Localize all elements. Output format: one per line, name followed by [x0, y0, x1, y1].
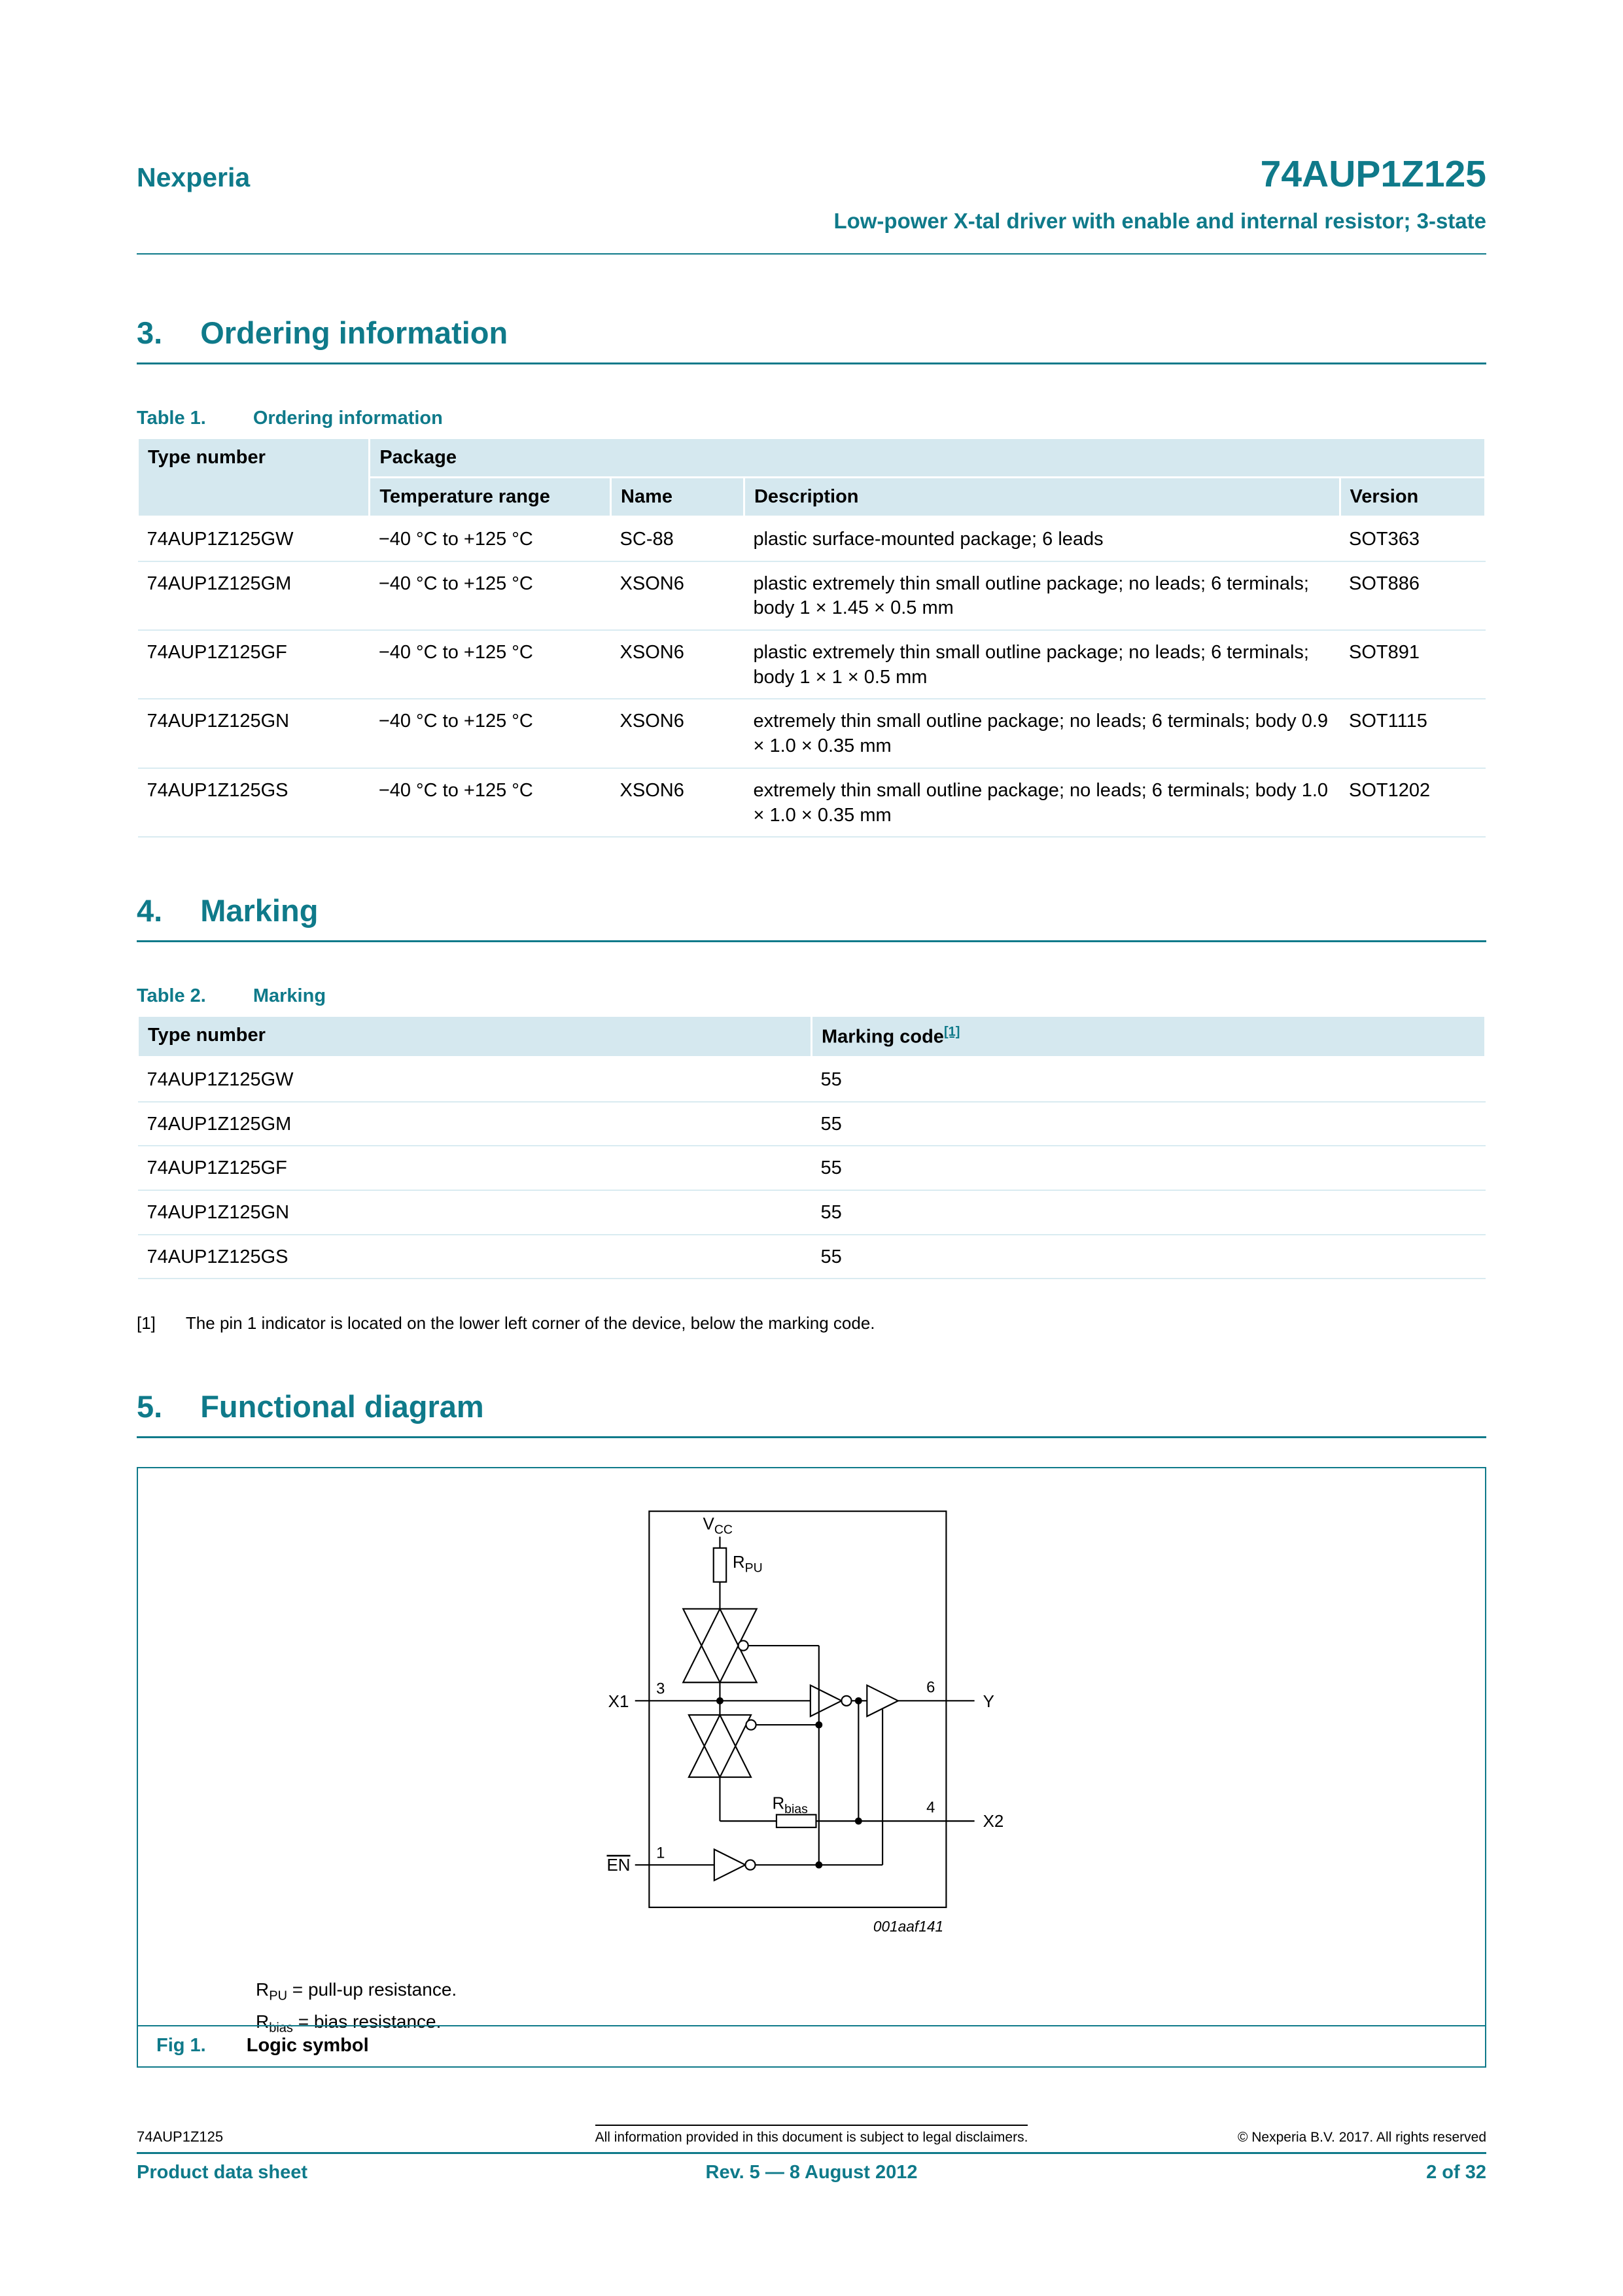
cell-type-number: 74AUP1Z125GW: [138, 517, 370, 561]
footer-page-number: 2 of 32: [1426, 2162, 1486, 2183]
marking-table-header: [138, 1016, 1486, 1057]
figure-1-caption: [138, 2025, 1485, 2066]
cell-description: plastic extremely thin small outline package; no leads; 6 terminals; body 1 × 1 × 0.5 mm: [744, 630, 1340, 699]
col-header-type-number: Type number: [138, 1016, 812, 1057]
legend-rpu-text: = pull-up resistance.: [287, 1979, 457, 2000]
table-row: [138, 1057, 1486, 1101]
col-header-package: Package: [370, 438, 1486, 478]
rpu-label: $R_{PU}$: [732, 1553, 763, 1576]
legend-rbias-sub: bias: [269, 2021, 293, 2036]
header-divider: [137, 253, 1486, 255]
document-subtitle: Low-power X-tal driver with enable and internal resistor; 3-state: [833, 209, 1486, 233]
table-row: [138, 1190, 1486, 1235]
marking-table: [137, 1015, 1486, 1279]
cell-type-number: 74AUP1Z125GN: [138, 1190, 812, 1235]
gate-2-bubble: [746, 1720, 756, 1730]
table-header-row: [138, 438, 1486, 478]
en-inverter-bubble: [745, 1860, 755, 1870]
footer-disclaimer: All information provided in this document is subject to legal disclaimers.: [595, 2125, 1028, 2146]
ic-boundary: [649, 1511, 946, 1907]
cell-type-number: 74AUP1Z125GF: [138, 630, 370, 699]
cell-type-number: 74AUP1Z125GF: [138, 1146, 812, 1190]
part-number-title: 74AUP1Z125: [1260, 153, 1486, 195]
rpu-resistor: [713, 1548, 725, 1582]
footnote-1-link[interactable]: [1]: [943, 1025, 960, 1040]
pin-1-label: 1: [655, 1844, 665, 1862]
footer-divider: [137, 2152, 1486, 2154]
footer-doc-type: Product data sheet: [137, 2162, 308, 2183]
footer-revision: Rev. 5 — 8 August 2012: [705, 2162, 918, 2183]
footer-copyright: © Nexperia B.V. 2017. All rights reserved: [1237, 2130, 1486, 2145]
table-row: [138, 768, 1486, 837]
cell-name: XSON6: [611, 699, 744, 768]
transmission-gate-2: [688, 1715, 750, 1777]
table-row: [138, 699, 1486, 768]
cell-marking-code: 55: [812, 1102, 1486, 1146]
cell-version: SOT886: [1340, 561, 1486, 630]
footnote-1: [137, 1313, 1486, 1333]
pin-6-label: 6: [926, 1678, 935, 1697]
cell-marking-code: 55: [812, 1057, 1486, 1101]
legend-rbias-symbol: R: [256, 2011, 270, 2032]
table1-caption-title: Ordering information: [253, 408, 443, 429]
page-footer: [137, 2125, 1486, 2183]
section-number: 4.: [137, 893, 163, 928]
figure-1-frame: [137, 1467, 1486, 2068]
section-heading-functional-diagram: [137, 1388, 1486, 1438]
table2-caption-title: Marking: [253, 985, 326, 1007]
rbias-label: $R_{bias}$: [771, 1795, 808, 1817]
cell-marking-code: 55: [812, 1190, 1486, 1235]
cell-description: plastic extremely thin small outline package; no leads; 6 terminals; body 1 × 1.45 × 0.5 mm: [744, 561, 1340, 630]
x2-label: X2: [983, 1812, 1003, 1831]
col-header-name: Name: [611, 478, 744, 517]
cell-version: SOT363: [1340, 517, 1486, 561]
legend-rbias-text: = bias resistance.: [292, 2011, 442, 2032]
cell-temperature-range: −40 °C to +125 °C: [370, 517, 611, 561]
cell-type-number: 74AUP1Z125GS: [138, 1235, 812, 1279]
cell-version: SOT891: [1340, 630, 1486, 699]
cell-version: SOT1202: [1340, 768, 1486, 837]
table2-caption-label: Table 2.: [137, 985, 206, 1007]
section-title: Ordering information: [200, 315, 508, 350]
x1-label: X1: [608, 1693, 629, 1712]
logic-symbol-diagram: [550, 1497, 1073, 1964]
rbias-resistor: [776, 1815, 816, 1828]
cell-name: XSON6: [611, 768, 744, 837]
marking-code-label: Marking code: [822, 1026, 944, 1048]
cell-type-number: 74AUP1Z125GN: [138, 699, 370, 768]
cell-type-number: 74AUP1Z125GW: [138, 1057, 812, 1101]
col-header-type-number: Type number: [138, 438, 370, 517]
section-heading-ordering: [137, 315, 1486, 364]
col-header-marking-code: [812, 1016, 1486, 1057]
footer-status-row: [137, 2162, 1486, 2183]
col-header-description: Description: [744, 478, 1340, 517]
section-heading-marking: [137, 892, 1486, 942]
col-header-version: Version: [1340, 478, 1486, 517]
y-label: Y: [983, 1693, 994, 1712]
figure-caption-title: Logic symbol: [246, 2035, 369, 2057]
en-inverter: [714, 1850, 745, 1881]
table-row: [138, 1146, 1486, 1190]
cell-temperature-range: −40 °C to +125 °C: [370, 699, 611, 768]
table-row: [138, 630, 1486, 699]
pin-3-label: 3: [655, 1680, 665, 1698]
table-row: [138, 517, 1486, 561]
footer-legal-row: [137, 2125, 1486, 2146]
cell-description: plastic surface-mounted package; 6 leads: [744, 517, 1340, 561]
cell-name: XSON6: [611, 561, 744, 630]
inverter-1: [810, 1686, 841, 1717]
col-header-temperature-range: Temperature range: [370, 478, 611, 517]
cell-type-number: 74AUP1Z125GS: [138, 768, 370, 837]
table-row: [138, 1102, 1486, 1146]
figure-caption-label: Fig 1.: [156, 2035, 206, 2057]
ordering-table: [137, 437, 1486, 838]
table1-caption: [137, 408, 1486, 429]
table-row: [138, 561, 1486, 630]
section-number: 3.: [137, 315, 163, 350]
table1-caption-label: Table 1.: [137, 408, 206, 429]
diagram-shapes: [635, 1511, 974, 1907]
table-header-row: [138, 1016, 1486, 1057]
cell-description: extremely thin small outline package; no leads; 6 terminals; body 1.0 × 1.0 × 0.35 mm: [744, 768, 1340, 837]
section-number: 5.: [137, 1389, 163, 1424]
en-label: EN: [606, 1856, 631, 1875]
vcc-label: $V_{CC}$: [703, 1515, 733, 1538]
cell-marking-code: 55: [812, 1146, 1486, 1190]
inverter-1-bubble: [841, 1696, 851, 1706]
legend-rpu-sub: PU: [269, 1988, 288, 2004]
legend-rpu-symbol: R: [256, 1979, 270, 2000]
table-row: [138, 1235, 1486, 1279]
cell-type-number: 74AUP1Z125GM: [138, 561, 370, 630]
cell-marking-code: 55: [812, 1235, 1486, 1279]
footnote-1-ref: [1]: [137, 1313, 156, 1333]
footer-part-number: 74AUP1Z125: [137, 2128, 224, 2145]
table2-caption: [137, 985, 1486, 1007]
brand-logo-text: Nexperia: [137, 162, 251, 192]
transmission-gate-2: [688, 1715, 750, 1777]
cell-type-number: 74AUP1Z125GM: [138, 1102, 812, 1146]
cell-version: SOT1115: [1340, 699, 1486, 768]
junction-dots: [716, 1697, 862, 1869]
gate-1-bubble: [738, 1641, 748, 1651]
page-header: [137, 153, 1486, 195]
pin-4-label: 4: [926, 1799, 935, 1817]
cell-description: extremely thin small outline package; no leads; 6 terminals; body 0.9 × 1.0 × 0.35 mm: [744, 699, 1340, 768]
cell-temperature-range: −40 °C to +125 °C: [370, 561, 611, 630]
cell-name: SC-88: [611, 517, 744, 561]
drawing-id-label: 001aaf141: [873, 1918, 943, 1935]
legend-rpu: [256, 1975, 1485, 2007]
section-title: Marking: [200, 893, 319, 928]
cell-temperature-range: −40 °C to +125 °C: [370, 630, 611, 699]
footnote-1-text: The pin 1 indicator is located on the lower left corner of the device, below the marking code.: [185, 1313, 875, 1333]
cell-temperature-range: −40 °C to +125 °C: [370, 768, 611, 837]
section-title: Functional diagram: [200, 1389, 484, 1424]
ordering-table-header: [138, 438, 1486, 517]
cell-name: XSON6: [611, 630, 744, 699]
